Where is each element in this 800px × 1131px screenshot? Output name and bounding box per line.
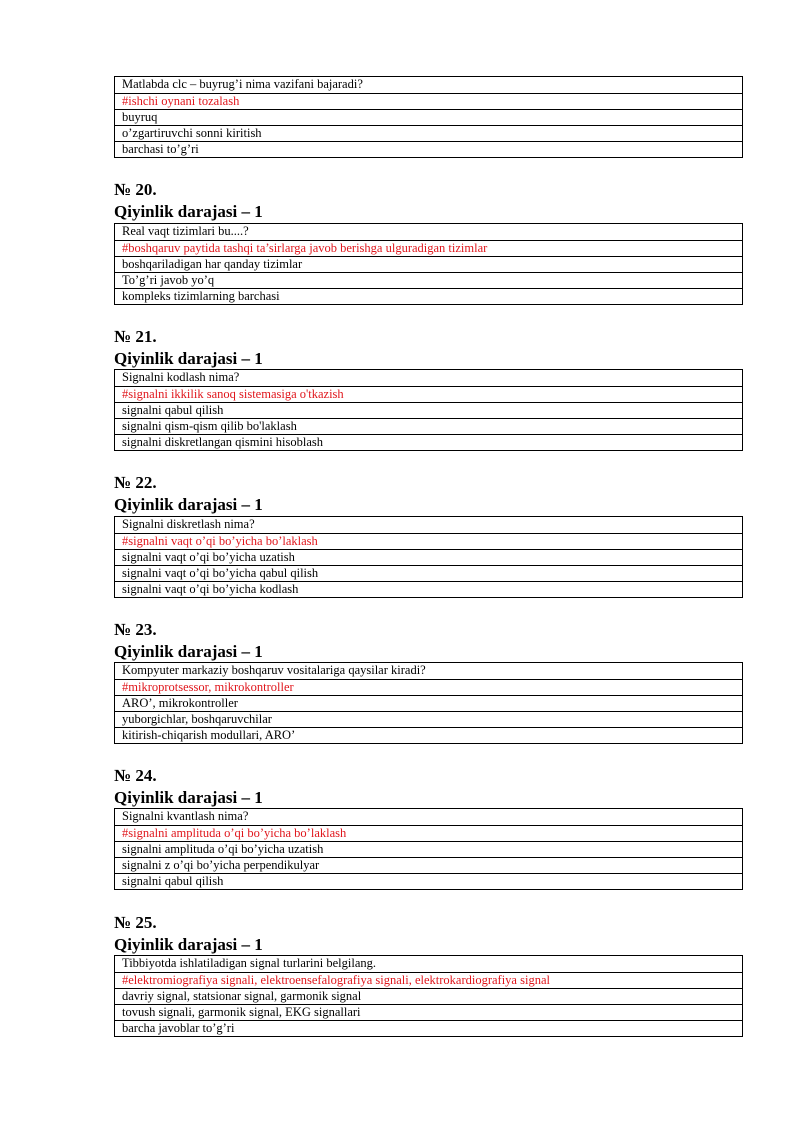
answer-option: To’g’ri javob yo’q (115, 272, 742, 288)
answer-option: o’zgartiruvchi sonni kiritish (115, 125, 742, 141)
question-number: № 23. (114, 620, 157, 639)
difficulty-level: Qiyinlik darajasi – 1 (114, 495, 263, 514)
answer-option: ARO’, mikrokontroller (115, 695, 742, 711)
answer-option: signalni qism-qism qilib bo'laklash (115, 418, 742, 434)
correct-answer: #elektromiografiya signali, elektroensefalografiya signali, elektrokardiografiya signal (115, 972, 742, 988)
answer-option: buyruq (115, 109, 742, 125)
answer-option: yuborgichlar, boshqaruvchilar (115, 711, 742, 727)
question-number: № 20. (114, 180, 157, 199)
question-text: Real vaqt tizimlari bu....? (122, 224, 249, 238)
answer-option: tovush signali, garmonik signal, EKG signallari (115, 1004, 742, 1020)
question-table (114, 955, 743, 1037)
answer-option: signalni amplituda o’qi bo’yicha uzatish (115, 841, 742, 857)
question-table (114, 223, 743, 305)
question-number: № 21. (114, 327, 157, 346)
correct-answer: #signalni ikkilik sanoq sistemasiga o'tkazish (115, 386, 742, 402)
difficulty-level: Qiyinlik darajasi – 1 (114, 935, 263, 954)
answer-option: signalni diskretlangan qismini hisoblash (115, 434, 742, 450)
difficulty-level: Qiyinlik darajasi – 1 (114, 202, 263, 221)
question-text: Signalni kvantlash nima? (122, 809, 249, 823)
question-text: Kompyuter markaziy boshqaruv vositalariga qaysilar kiradi? (122, 663, 426, 677)
answer-option: kompleks tizimlarning barchasi (115, 288, 742, 304)
correct-answer: #signalni vaqt o’qi bo’yicha bo’laklash (115, 533, 742, 549)
question-text: Matlabda clc – buyrug’i nima vazifani bajaradi? (122, 77, 363, 91)
question-text: Signalni diskretlash nima? (122, 517, 255, 531)
question-text: Tibbiyotda ishlatiladigan signal turlarini belgilang. (122, 956, 377, 970)
answer-option: kitirish-chiqarish modullari, ARO’ (115, 727, 742, 743)
question-table (114, 369, 743, 451)
difficulty-level: Qiyinlik darajasi – 1 (114, 788, 263, 807)
answer-option: signalni qabul qilish (115, 402, 742, 418)
correct-answer: #mikroprotsessor, mikrokontroller (115, 679, 742, 695)
question-number: № 25. (114, 913, 157, 932)
question-table (114, 808, 743, 890)
answer-option: davriy signal, statsionar signal, garmonik signal (115, 988, 742, 1004)
difficulty-level: Qiyinlik darajasi – 1 (114, 349, 263, 368)
correct-answer: #ishchi oynani tozalash (115, 93, 742, 109)
answer-option: signalni qabul qilish (115, 873, 742, 889)
answer-option: signalni vaqt o’qi bo’yicha qabul qilish (115, 565, 742, 581)
answer-option: barchasi to’g’ri (115, 141, 742, 157)
question-number: № 22. (114, 473, 157, 492)
answer-option: barcha javoblar to’g’ri (115, 1020, 742, 1036)
correct-answer: #signalni amplituda o’qi bo’yicha bo’laklash (115, 825, 742, 841)
question-text: Signalni kodlash nima? (122, 370, 240, 384)
question-table (114, 76, 743, 158)
answer-option: signalni vaqt o’qi bo’yicha kodlash (115, 581, 742, 597)
difficulty-level: Qiyinlik darajasi – 1 (114, 642, 263, 661)
question-number: № 24. (114, 766, 157, 785)
question-table (114, 662, 743, 744)
correct-answer: #boshqaruv paytida tashqi ta’sirlarga javob berishga ulguradigan tizimlar (115, 240, 742, 256)
answer-option: signalni vaqt o’qi bo’yicha uzatish (115, 549, 742, 565)
question-table (114, 516, 743, 598)
answer-option: boshqariladigan har qanday tizimlar (115, 256, 742, 272)
answer-option: signalni z o’qi bo’yicha perpendikulyar (115, 857, 742, 873)
